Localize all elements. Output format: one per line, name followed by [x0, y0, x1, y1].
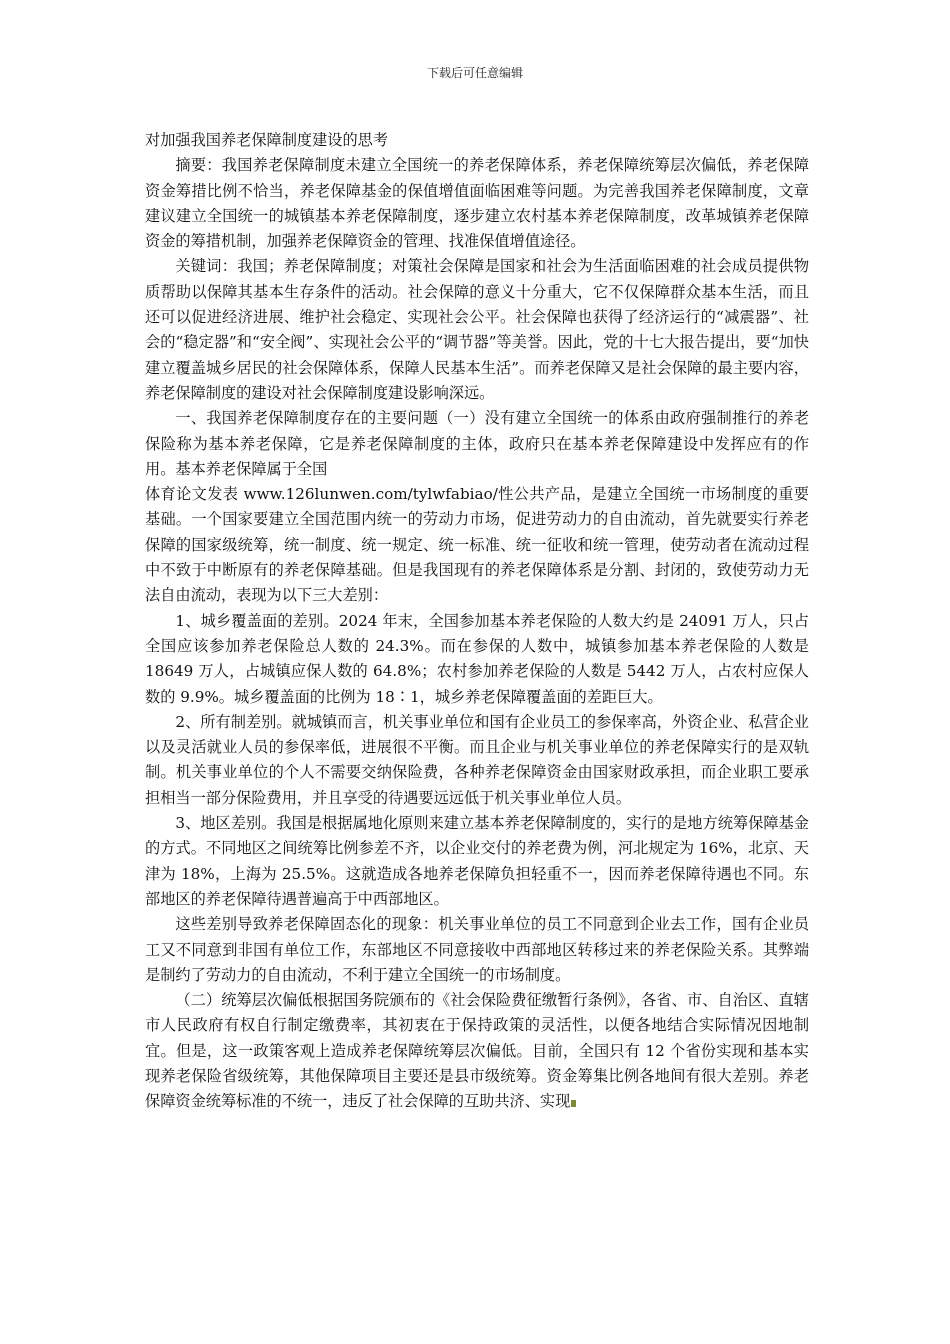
item-one-paragraph: 1、城乡覆盖面的差别。2024 年末，全国参加基本养老保险的人数大约是 24091 万人，只占全国应该参加养老保险总人数的 24.3%。而在参保的人数中，城镇参加基本养老保险的人数是 18649 万人，占城镇应保人数的 64.8%；农村参加养老保险的人数是 5442 万人，占农村应保人数的 9.9%。城乡覆盖面的比例为 18∶1，城乡养老保障覆盖面的差距巨大。: [145, 611, 809, 706]
item-two-paragraph: 2、所有制差别。就城镇而言，机关事业单位和国有企业员工的参保率高，外资企业、私营企业以及灵活就业人员的参保率低，进展很不平衡。而且企业与机关事业单位的养老保障实行的是双轨制。机关事业单位的个人不需要交纳保险费，各种养老保障资金由国家财政承担，而企业职工要承担相当一部分保险费用，并且享受的待遇要远远低于机关事业单位人员。: [145, 712, 809, 807]
consequence-paragraph: 这些差别导致养老保障固态化的现象：机关事业单位的员工不同意到企业去工作，国有企业员工又不同意到非国有单位工作，东部地区不同意接收中西部地区转移过来的养老保险关系。其弊端是制约了劳动力的自由流动，不利于建立全国统一的市场制度。: [145, 915, 809, 984]
document-title: 对加强我国养老保障制度建设的思考: [145, 131, 388, 149]
section-one-continuation: 体育论文发表 www.126lunwen.com/tylwfabiao/性公共产品，是建立全国统一市场制度的重要基础。一个国家要建立全国范围内统一的劳动力市场，促进劳动力的自由流动，首先就要实行养老保障的国家级统筹，统一制度、统一规定、统一标准、统一征收和统一管理，使劳动者在流动过程中不致于中断原有的养老保障基础。但是我国现有的养老保障体系是分割、封闭的，致使劳动力无法自由流动，表现为以下三大差别：: [145, 485, 809, 605]
section-two-paragraph: [145, 988, 809, 1114]
section-one-paragraph: 一、我国养老保障制度存在的主要问题（一）没有建立全国统一的体系由政府强制推行的养老保险称为基本养老保障，它是养老保障制度的主体，政府只在基本养老保障建设中发挥应有的作用。基本养老保障属于全国: [145, 409, 809, 478]
item-three-paragraph: 3、地区差别。我国是根据属地化原则来建立基本养老保障制度的，实行的是地方统筹保障基金的方式。不同地区之间统筹比例参差不齐，以企业交付的养老费为例，河北规定为 16%，北京、天津为 18%，上海为 25.5%。这就造成各地养老保障负担轻重不一，因而养老保障待遇也不同。东部地区的养老保障待遇普遍高于中西部地区。: [145, 814, 809, 908]
document-body: [145, 128, 809, 1115]
page-header: 下载后可任意编辑: [426, 66, 523, 80]
keywords-paragraph: 关键词：我国；养老保障制度；对策社会保障是国家和社会为生活面临困难的社会成员提供物质帮助以保障其基本生存条件的活动。社会保障的意义十分重大，它不仅保障群众基本生活，而且还可以促进经济进展、维护社会稳定、实现社会公平。社会保障也获得了经济运行的“减震器”、社会的“稳定器”和“安全阀”、实现社会公平的“调节器”等美誉。因此，党的十七大报告提出，要“加快建立覆盖城乡居民的社会保障体系，保障人民基本生活”。而养老保障又是社会保障的最主要内容，养老保障制度的建设对社会保障制度建设影响深远。: [145, 257, 809, 402]
section-two-text: （二）统筹层次偏低根据国务院颁布的《社会保险费征缴暂行条例》，各省、市、自治区、直辖市人民政府有权自行制定缴费率，其初衷在于保持政策的灵活性，以便各地结合实际情况因地制宜。但是，这一政策客观上造成养老保障统筹层次偏低。目前，全国只有 12 个省份实现和基本实现养老保险省级统筹，其他保障项目主要还是县市级统筹。资金筹集比例各地间有很大差别。养老保障资金统筹标准的不统一，违反了社会保障的互助共济、实现: [145, 991, 809, 1111]
abstract-paragraph: 摘要：我国养老保障制度未建立全国统一的养老保障体系，养老保障统筹层次偏低，养老保障资金筹措比例不恰当，养老保障基金的保值增值面临困难等问题。为完善我国养老保障制度，文章建议建立全国统一的城镇基本养老保障制度，逐步建立农村基本养老保障制度，改革城镇养老保障资金的筹措机制，加强养老保障资金的管理、找准保值增值途径。: [145, 156, 809, 251]
text-cursor-marker: [571, 1100, 576, 1107]
